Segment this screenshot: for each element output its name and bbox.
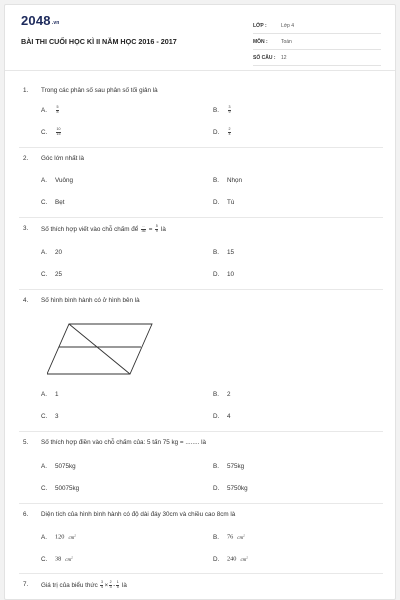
option-text: 76 — [227, 533, 234, 541]
divider — [19, 573, 383, 574]
unit-text: cm — [240, 557, 247, 563]
numerator: 3 — [228, 105, 231, 109]
option-b[interactable] — [213, 463, 244, 470]
option-d[interactable] — [213, 555, 248, 563]
option-c[interactable] — [41, 485, 79, 492]
meta-label: MÔN : — [253, 38, 268, 45]
option-text: 1 — [55, 391, 59, 398]
option-text: 4 — [227, 413, 231, 420]
unit-text: cm — [65, 557, 72, 563]
option-letter: D. — [213, 271, 220, 278]
parallelogram-figure — [47, 323, 153, 375]
numerator: ... — [142, 224, 145, 228]
option-a[interactable] — [41, 463, 76, 470]
option-text: Bẹt — [55, 199, 65, 206]
site-logo[interactable] — [21, 13, 60, 28]
fraction — [56, 128, 61, 136]
option-d[interactable] — [213, 199, 234, 206]
divider — [19, 289, 383, 290]
diagonal-line — [69, 324, 130, 374]
option-b[interactable] — [213, 106, 232, 114]
option-letter: D. — [213, 199, 220, 206]
question-text: Số thích hợp điền vào chỗ chấm của: 5 tấn 75 kg = ........ là — [41, 439, 206, 446]
option-letter: A. — [41, 391, 47, 398]
numerator: 10 — [56, 127, 61, 131]
option-a[interactable] — [41, 391, 59, 398]
fraction — [228, 128, 231, 136]
question-text-part: Giá trị của biểu thức — [41, 581, 98, 589]
unit — [68, 533, 77, 541]
denominator: 15 — [56, 131, 61, 136]
denominator: 9 — [155, 228, 158, 233]
option-letter: A. — [41, 249, 47, 256]
unit — [65, 555, 73, 563]
numerator: 2 — [109, 580, 112, 584]
question-text-part: là — [160, 225, 166, 233]
denominator: 36 — [141, 228, 146, 233]
option-a[interactable] — [41, 249, 62, 256]
option-d[interactable] — [213, 413, 231, 420]
option-text: 20 — [55, 249, 63, 256]
meta-row-question-count — [253, 50, 381, 66]
divider — [19, 217, 383, 218]
option-letter: A. — [41, 106, 47, 114]
option-letter: B. — [213, 533, 219, 541]
option-text: 25 — [55, 271, 63, 278]
question-text — [41, 225, 166, 233]
unit-exponent: 2 — [243, 533, 245, 537]
question-number: 5. — [23, 439, 29, 446]
logo-text: 2048 — [21, 13, 51, 28]
option-c[interactable] — [41, 199, 64, 206]
unit-exponent: 2 — [71, 555, 73, 559]
meta-label: SỐ CÂU : — [253, 54, 276, 61]
numerator: 1 — [116, 580, 119, 584]
question-number: 3. — [23, 225, 29, 232]
denominator: 8 — [56, 109, 59, 114]
unit-exponent: 2 — [246, 555, 249, 559]
denominator: 4 — [228, 131, 231, 136]
unit — [240, 555, 249, 563]
option-text: 240 — [227, 555, 237, 563]
numerator: 2 — [228, 127, 231, 131]
option-c[interactable] — [41, 271, 62, 278]
option-d[interactable] — [213, 271, 234, 278]
option-a[interactable] — [41, 533, 76, 541]
fraction — [155, 225, 158, 233]
option-letter: B. — [213, 177, 219, 184]
option-a[interactable] — [41, 106, 60, 114]
option-letter: C. — [41, 128, 48, 136]
option-c[interactable] — [41, 128, 62, 136]
meta-label: LỚP : — [253, 22, 267, 29]
exam-header — [5, 5, 395, 71]
question-text — [41, 581, 127, 589]
question-text-part: là — [122, 581, 127, 589]
option-a[interactable] — [41, 177, 73, 184]
numerator: 5 — [56, 105, 59, 109]
option-letter: B. — [213, 463, 219, 470]
denominator: 3 — [109, 584, 112, 589]
option-text: 5075kg — [55, 463, 76, 470]
option-text: 15 — [227, 249, 235, 256]
option-letter: C. — [41, 413, 48, 420]
option-c[interactable] — [41, 413, 59, 420]
option-letter: B. — [213, 391, 219, 398]
divider — [19, 503, 383, 504]
denominator: 9 — [228, 109, 231, 114]
exam-meta — [253, 18, 381, 66]
option-letter: C. — [41, 485, 48, 492]
option-letter: A. — [41, 177, 47, 184]
option-letter: D. — [213, 555, 220, 563]
question-number: 7. — [23, 581, 29, 588]
option-text: 50075kg — [55, 485, 80, 492]
option-text: Tù — [227, 199, 235, 206]
equals-sign: = — [148, 225, 153, 233]
exam-title: BÀI THI CUỐI HỌC KÌ II NĂM HỌC 2016 - 2017 — [21, 37, 177, 46]
option-letter: A. — [41, 463, 47, 470]
fraction — [109, 581, 112, 589]
option-b[interactable] — [213, 249, 234, 256]
option-b[interactable] — [213, 177, 242, 184]
option-letter: D. — [213, 128, 220, 136]
option-text: 2 — [227, 391, 231, 398]
unit-text: cm — [237, 535, 244, 541]
option-letter: A. — [41, 533, 47, 541]
meta-row-subject — [253, 34, 381, 50]
option-text: Vuông — [55, 177, 73, 184]
option-b[interactable] — [213, 533, 245, 541]
option-c[interactable] — [41, 555, 73, 563]
question-number: 2. — [23, 155, 29, 162]
numerator: 5 — [155, 224, 158, 228]
meta-row-class — [253, 18, 381, 34]
divider — [19, 431, 383, 432]
fraction — [141, 225, 146, 233]
option-text: Nhọn — [227, 177, 243, 184]
option-d[interactable] — [213, 128, 232, 136]
option-text: 120 — [55, 533, 65, 541]
meta-value: Lớp 4 — [281, 22, 295, 29]
question-number: 1. — [23, 87, 29, 94]
question-text-part: Số thích hợp viết vào chỗ chấm để — [41, 225, 139, 233]
unit-exponent: 2 — [74, 533, 77, 537]
question-text: Diện tích của hình bình hành có độ dài đáy 30cm và chiều cao 8cm là — [41, 511, 236, 518]
question-number: 4. — [23, 297, 29, 304]
question-text: Trong các phân số sau phân số tối giản là — [41, 87, 158, 94]
option-text: 38 — [55, 555, 62, 563]
denominator: 4 — [100, 584, 103, 589]
option-letter: D. — [213, 413, 220, 420]
option-letter: C. — [41, 271, 48, 278]
option-letter: C. — [41, 199, 48, 206]
numerator: 3 — [100, 580, 103, 584]
minus-sign: - — [113, 581, 116, 589]
question-number: 6. — [23, 511, 29, 518]
denominator: 5 — [116, 584, 119, 589]
unit-text: cm — [68, 535, 75, 541]
logo-suffix: .vn — [51, 20, 60, 26]
exam-page — [4, 4, 396, 600]
question-text: Số hình bình hành có ở hình bên là — [41, 297, 140, 304]
option-d[interactable] — [213, 485, 248, 492]
option-b[interactable] — [213, 391, 231, 398]
option-letter: C. — [41, 555, 48, 563]
meta-value: 12 — [281, 54, 287, 61]
fraction — [116, 581, 119, 589]
meta-value: Toán — [281, 38, 292, 45]
option-text: 5750kg — [227, 485, 248, 492]
option-text: 3 — [55, 413, 59, 420]
divider — [19, 147, 383, 148]
times-sign: × — [104, 581, 109, 589]
option-text: 10 — [227, 271, 235, 278]
option-letter: B. — [213, 249, 219, 256]
unit — [237, 533, 245, 541]
question-text: Góc lớn nhất là — [41, 155, 84, 162]
fraction — [56, 106, 59, 114]
option-letter: B. — [213, 106, 219, 114]
fraction — [228, 106, 231, 114]
option-letter: D. — [213, 485, 220, 492]
option-text: 575kg — [227, 463, 245, 470]
